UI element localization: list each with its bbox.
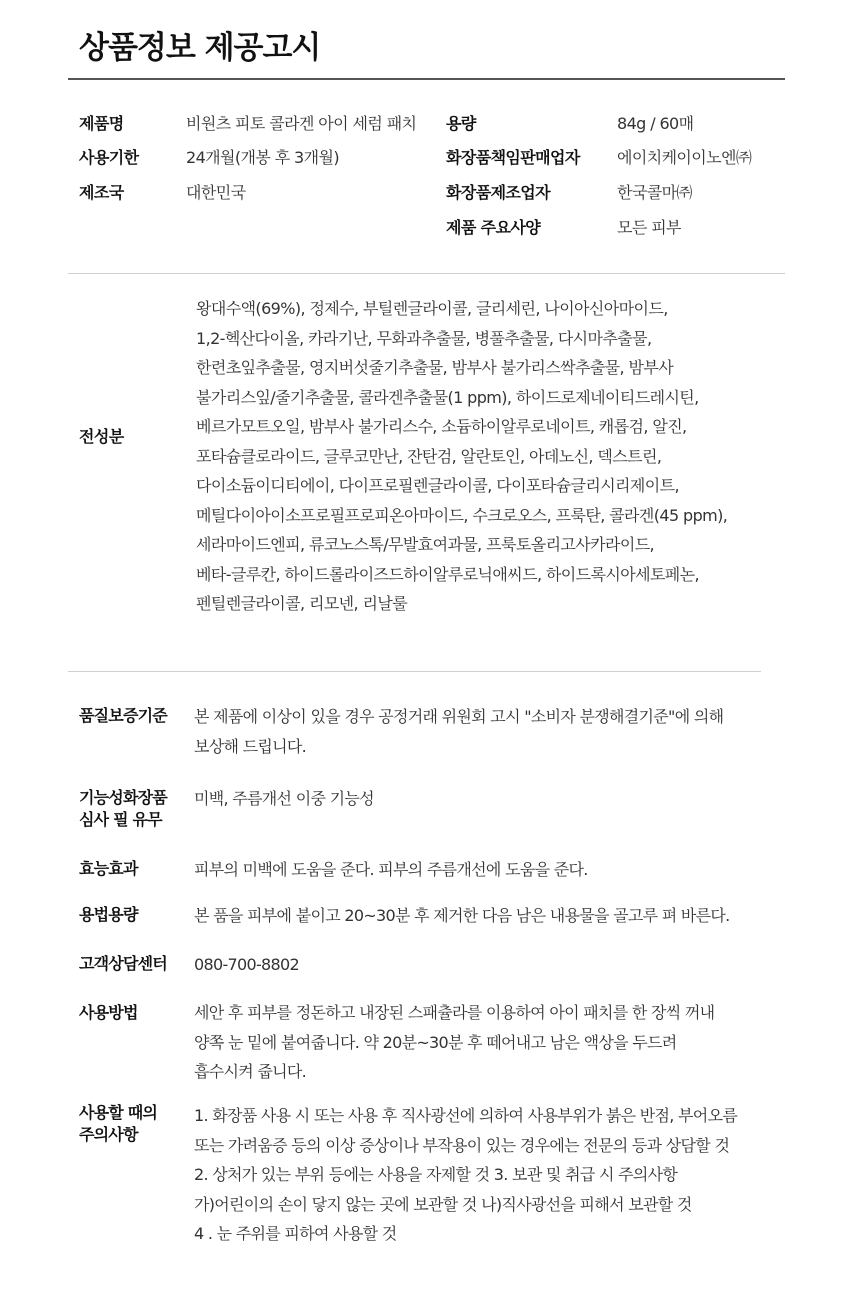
ingredients-line: 다이소듐이디티에이, 다이프로필렌글라이콜, 다이포타슘글리시리제이트, xyxy=(196,476,679,495)
row-label-line: 심사 필 유무 xyxy=(79,810,162,829)
row-text-line: 본 품을 피부에 붙이고 20~30분 후 제거한 다음 남은 내용물을 골고루 펴 바른다. xyxy=(194,906,730,925)
seller-value: 에이치케이이노엔㈜ xyxy=(617,148,752,167)
capacity-label: 용량 xyxy=(446,114,476,133)
functional-cosmetic-text xyxy=(194,784,779,814)
row-text-line: 보상해 드립니다. xyxy=(194,736,307,756)
expiry-value: 24개월(개봉 후 3개월) xyxy=(186,148,339,167)
origin-label: 제조국 xyxy=(79,183,124,202)
expiry-label: 사용기한 xyxy=(79,148,139,167)
row-text-line: 본 제품에 이상이 있을 경우 공정거래 위원회 고시 "소비자 분쟁해결기준"에 의해 xyxy=(194,707,724,726)
customer-center-text xyxy=(194,950,779,980)
capacity-value: 84g / 60매 xyxy=(617,114,694,133)
functional-cosmetic-label xyxy=(79,787,191,831)
ingredients-list xyxy=(196,294,781,619)
ingredients-line: 베르가모트오일, 밤부사 불가리스수, 소듐하이알루로네이트, 캐롭검, 알진, xyxy=(196,417,687,436)
ingredients-line: 베타-글루칸, 하이드롤라이즈드하이알루로닉애씨드, 하이드록시아세토페논, xyxy=(196,564,699,584)
section-divider xyxy=(68,273,785,274)
precautions-text xyxy=(194,1101,779,1249)
manufacturer-value: 한국콜마㈜ xyxy=(617,183,692,202)
dosage-label xyxy=(79,904,191,926)
ingredients-label: 전성분 xyxy=(79,427,124,446)
row-text-line: 4 . 눈 주위를 피하여 사용할 것 xyxy=(194,1224,397,1243)
customer-center-label xyxy=(79,953,191,975)
row-label-line: 사용방법 xyxy=(79,1003,138,1022)
efficacy-text xyxy=(194,855,779,885)
row-text-line: 2. 상처가 있는 부위 등에는 사용을 자제할 것 3. 보관 및 취급 시 주의사항 xyxy=(194,1165,678,1184)
dosage-text xyxy=(194,901,779,931)
product-name-value: 비원츠 피토 콜라겐 아이 세럼 패치 xyxy=(186,114,417,133)
quality-assurance-text xyxy=(194,702,779,761)
row-text-line: 또는 가려움증 등의 이상 증상이나 부작용이 있는 경우에는 전문의 등과 상담할 것 xyxy=(194,1135,730,1155)
product-name-label: 제품명 xyxy=(79,114,124,133)
row-text-line: 미백, 주름개선 이중 기능성 xyxy=(194,789,374,808)
row-text-line: 1. 화장품 사용 시 또는 사용 후 직사광선에 의하여 사용부위가 붉은 반점, 부어오름 xyxy=(194,1106,738,1125)
usage-method-label xyxy=(79,1002,191,1024)
row-text-line: 세안 후 피부를 정돈하고 내장된 스패츌라를 이용하여 아이 패치를 한 장씩 꺼내 xyxy=(194,1003,715,1022)
spec-label: 제품 주요사양 xyxy=(446,218,541,237)
seller-label: 화장품책임판매업자 xyxy=(446,148,580,167)
page-title: 상품정보 제공고시 xyxy=(79,30,321,66)
row-label-line: 사용할 때의 xyxy=(79,1103,158,1122)
ingredients-line: 한련초잎추출물, 영지버섯줄기추출물, 밤부사 불가리스싹추출물, 밤부사 xyxy=(196,358,674,377)
row-text-line: 피부의 미백에 도움을 준다. 피부의 주름개선에 도움을 준다. xyxy=(194,860,588,879)
ingredients-line: 1,2-헥산다이올, 카라기난, 무화과추출물, 병풀추출물, 다시마추출물, xyxy=(196,328,652,348)
row-label-line: 품질보증기준 xyxy=(79,706,167,725)
row-text-line: 양쪽 눈 밑에 붙여줍니다. 약 20분~30분 후 떼어내고 남은 액상을 두드려 xyxy=(194,1032,677,1052)
ingredients-line: 메틸다이아이소프로필프로피온아마이드, 수크로오스, 프룩탄, 콜라겐(45 ppm), xyxy=(196,505,728,525)
row-label-line: 기능성화장품 xyxy=(79,788,167,807)
section-divider xyxy=(68,671,761,672)
row-label-line: 주의사항 xyxy=(79,1125,138,1144)
title-divider xyxy=(68,78,785,80)
ingredients-line: 왕대수액(69%), 정제수, 부틸렌글라이콜, 글리세린, 나이아신아마이드, xyxy=(196,299,668,318)
quality-assurance-label xyxy=(79,705,191,727)
manufacturer-label: 화장품제조업자 xyxy=(446,183,550,202)
row-text-line: 가)어린이의 손이 닿지 않는 곳에 보관할 것 나)직사광선을 피해서 보관할 것 xyxy=(194,1194,692,1214)
usage-method-text xyxy=(194,998,779,1087)
ingredients-line: 세라마이드엔피, 류코노스톡/무발효여과물, 프룩토올리고사카라이드, xyxy=(196,535,655,554)
ingredients-line: 불가리스잎/줄기추출물, 콜라겐추출물(1 ppm), 하이드로제네이티드레시틴, xyxy=(196,387,699,407)
efficacy-label xyxy=(79,858,191,880)
ingredients-line: 포타슘클로라이드, 글루코만난, 잔탄검, 알란토인, 아데노신, 덱스트린, xyxy=(196,446,662,466)
ingredients-line: 펜틸렌글라이콜, 리모넨, 리날룰 xyxy=(196,594,408,613)
row-text-line: 흡수시켜 줍니다. xyxy=(194,1062,307,1081)
row-label-line: 효능효과 xyxy=(79,859,138,878)
spec-value: 모든 피부 xyxy=(617,218,681,237)
row-label-line: 용법용량 xyxy=(79,905,138,924)
row-label-line: 고객상담센터 xyxy=(79,954,167,973)
origin-value: 대한민국 xyxy=(186,183,246,202)
precautions-label xyxy=(79,1102,191,1146)
row-text-line: 080-700-8802 xyxy=(194,955,299,974)
